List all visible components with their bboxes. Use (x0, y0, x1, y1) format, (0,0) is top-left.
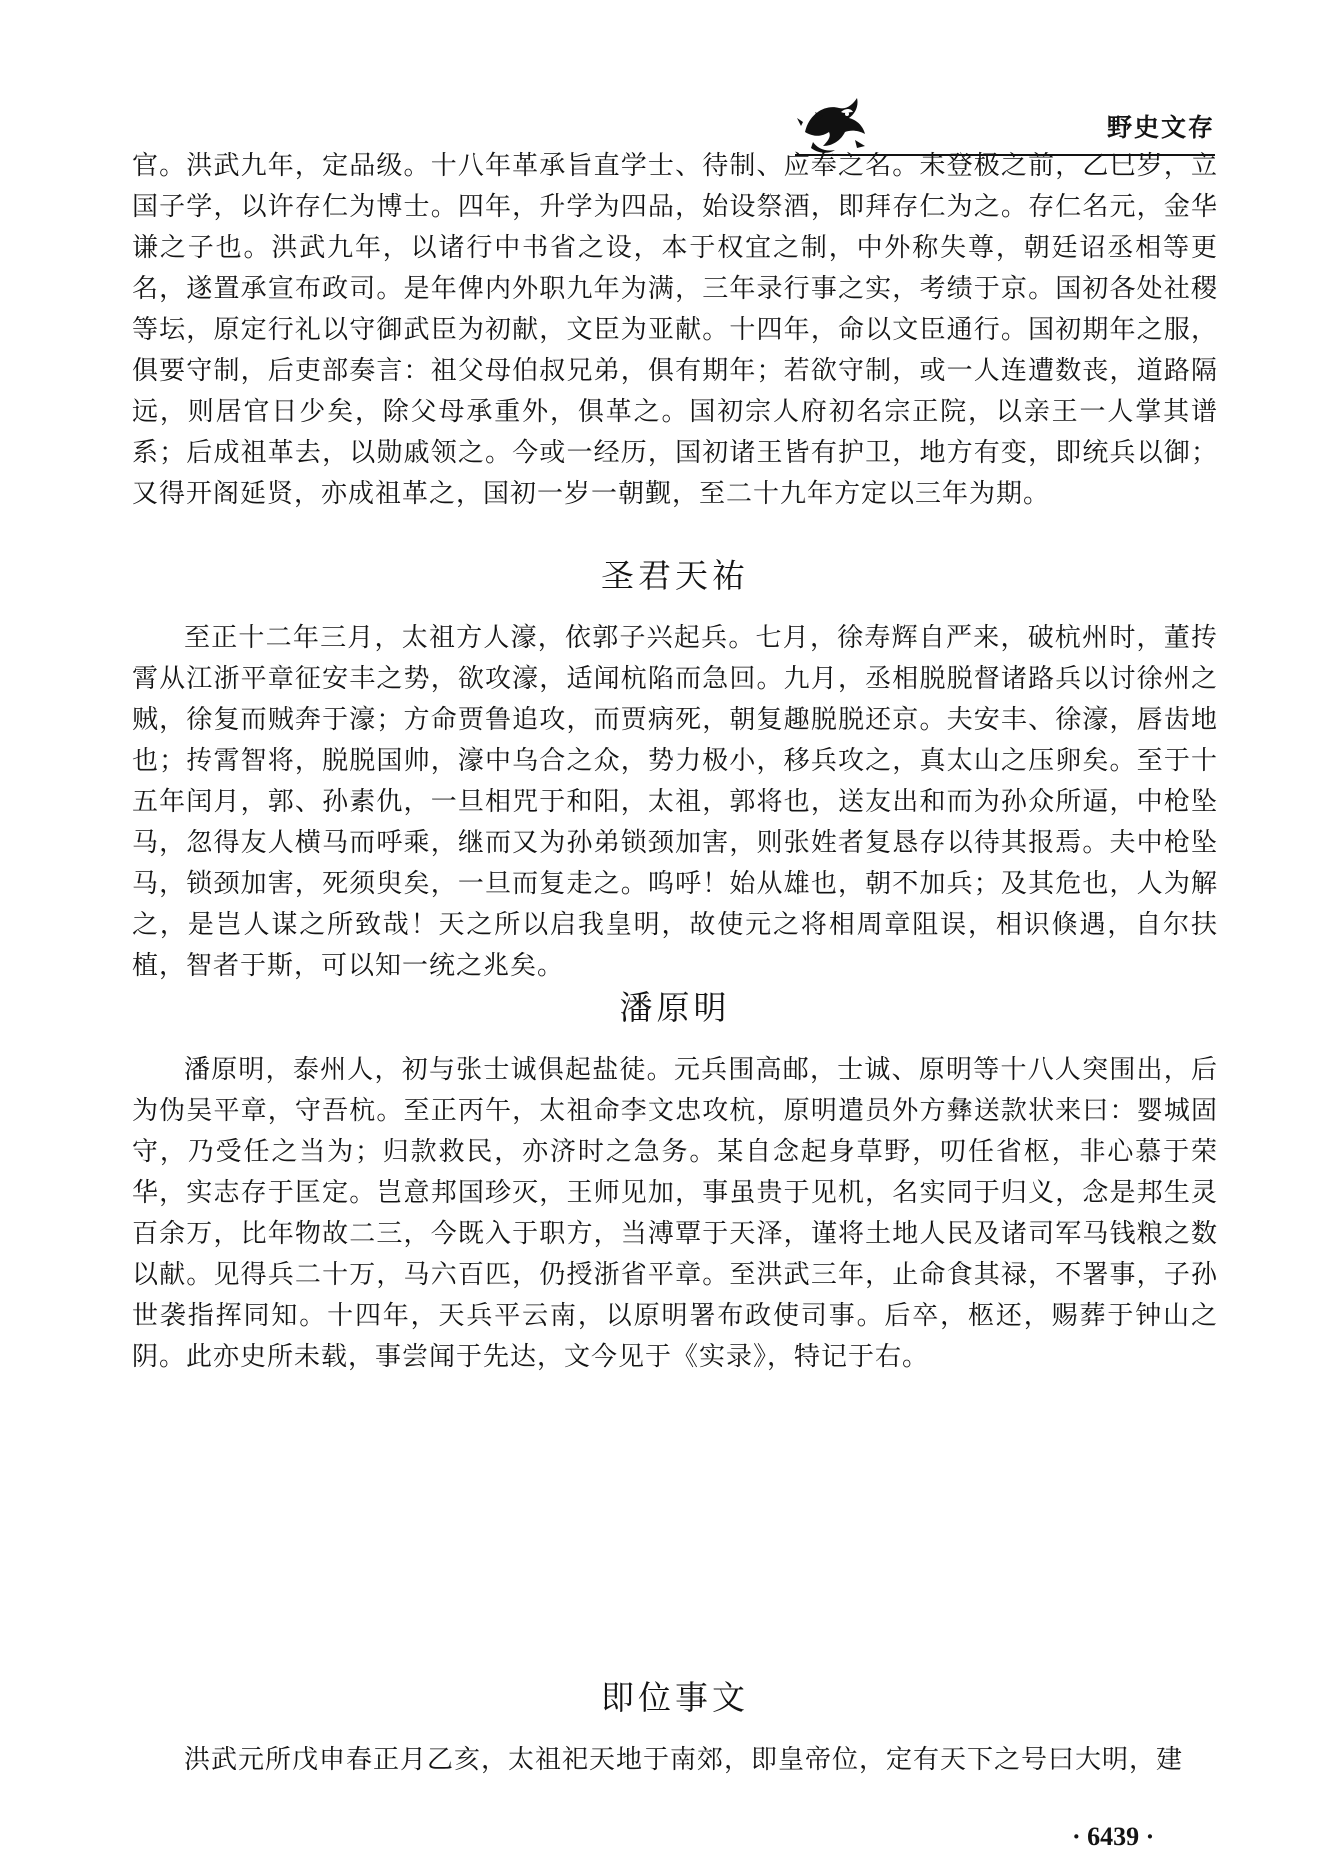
header-title: 野史文存 (1106, 113, 1215, 142)
heading-shengjun-tianyou: 圣君天祐 (601, 556, 749, 595)
heading-pan-yuanming: 潘原明 (619, 988, 731, 1027)
panyuanming-paragraph: 潘原明，泰州人，初与张士诚俱起盐徒。元兵围高邮，士诚、原明等十八人突围出，后为伪吴平章，守吾杭。至正丙午，太祖命李文忠攻杭，原明遣员外方彝送款状来曰：婴城固守，乃受任之当为；归款救民，亦济时之急务。某自念起身草野，叨任省枢，非心慕于荣华，实志存于匡定。岂意邦国珍灭，王师见加，事虽贵于见机，名实同于归义，念是邦生灵百余万，比年物故二三，今既入于职方，当溥覃于天泽，谨将土地人民及诸司军马钱粮之数以献。见得兵二十万，马六百匹，仍授浙省平章。至洪武三年，止命食其禄，不署事，子孙世袭指挥同知。十四年，天兵平云南，以原明署布政使司事。后卒，柩还，赐葬于钟山之阴。此亦史所未载，事尝闻于先达，文今见于《实录》，特记于右。 (132, 1055, 1218, 1372)
intro-paragraph: 官。洪武九年，定品级。十八年革承旨直学士、待制、应奉之名。未登极之前，乙巳岁，立国子学，以许存仁为博士。四年，升学为四品，始设祭酒，即拜存仁为之。存仁名元，金华谦之子也。洪武九年，以诸行中书省之设，本于权宜之制，中外称失尊，朝廷诏丞相等更名，遂置承宣布政司。是年俾内外职九年为满，三年录行事之实，考绩于京。国初各处社稷等坛，原定行礼以守御武臣为初献，文臣为亚献。十四年，命以文臣通行。国初期年之服，俱要守制，后吏部奏言：祖父母伯叔兄弟，俱有期年；若欲守制，或一人连遭数丧，道路隔远，则居官日少矣，除父母承重外，俱革之。国初宗人府初名宗正院，以亲王一人掌其谱系；后成祖革去，以勋戚领之。今或一经历，国初诸王皆有护卫，地方有变，即统兵以御；又得开阁延贤，亦成祖革之，国初一岁一朝觐，至二十九年方定以三年为期。 (132, 151, 1218, 509)
heading-jiwei-shiwen: 即位事文 (601, 1678, 749, 1717)
shengjun-paragraph: 至正十二年三月，太祖方人濠，依郭子兴起兵。七月，徐寿辉自严来，破杭州时，董抟霄从江浙平章征安丰之势，欲攻濠，适闻杭陷而急回。九月，丞相脱脱督诸路兵以讨徐州之贼，徐复而贼奔于濠；方命贾鲁追攻，而贾病死，朝复趣脱脱还京。夫安丰、徐濠，唇齿地也；抟霄智将，脱脱国帅，濠中乌合之众，势力极小，移兵攻之，真太山之压卵矣。至于十五年闰月，郭、孙素仇，一旦相咒于和阳，太祖，郭将也，送友出和而为孙众所逼，中枪坠马，忽得友人横马而呼乘，继而又为孙弟锁颈加害，则张姓者复恳存以待其报焉。夫中枪坠马，锁颈加害，死须臾矣，一旦而复走之。呜呼！始从雄也，朝不加兵；及其危也，人为解之，是岂人谋之所致哉！天之所以启我皇明，故使元之将相周章阻误，相识倏遇，自尔扶植，智者于斯，可以知一统之兆矣。 (132, 623, 1218, 981)
page-number: · 6439 · (1072, 1822, 1155, 1851)
jiwei-paragraph: 洪武元所戊申春正月乙亥，太祖祀天地于南郊，即皇帝位，定有天下之号曰大明，建 (184, 1745, 1184, 1775)
